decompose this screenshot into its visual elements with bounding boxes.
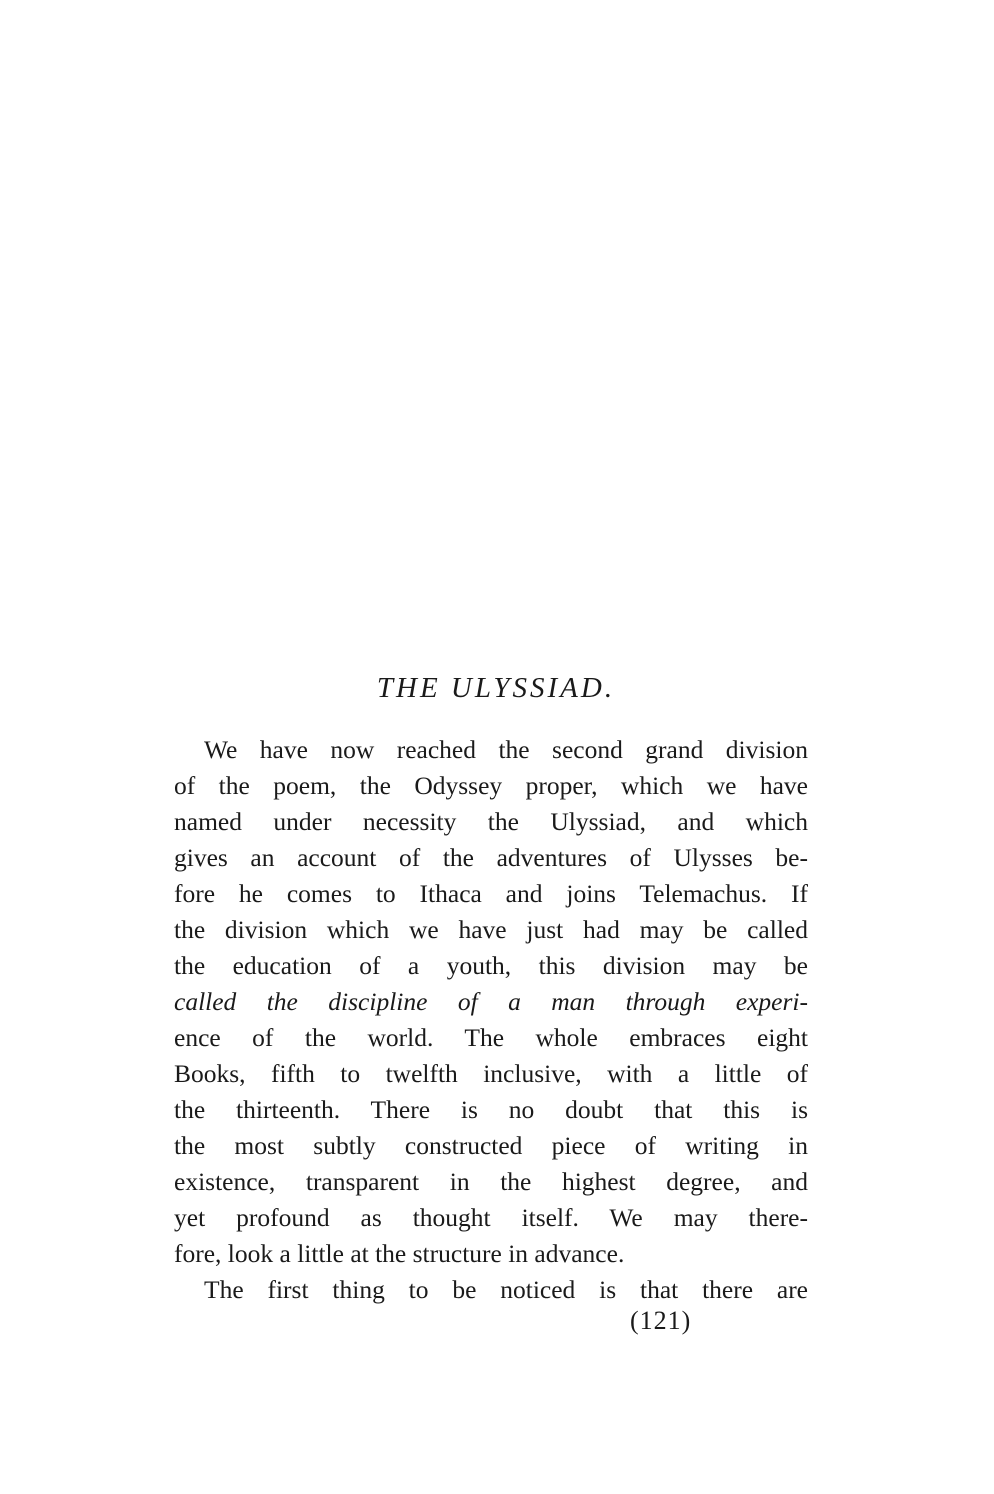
text-line-12: the most subtly constructed piece of writing in [174, 1131, 808, 1160]
chapter-heading-text: THE ULYSSIAD. [376, 672, 616, 704]
text-line-3: named under necessity the Ulyssiad, and which [174, 807, 808, 836]
page-number: (121) [630, 1306, 692, 1335]
text-line-8 [174, 984, 808, 1020]
text-line-5: fore he comes to Ithaca and joins Telemachus. If [174, 879, 808, 908]
text-line-7: the education of a youth, this division may be [174, 951, 808, 980]
text-line-6: the division which we have just had may be called [174, 915, 808, 944]
text-line-13: existence, transparent in the highest degree, and [174, 1167, 808, 1196]
text-line-1: We have now reached the second grand division [204, 735, 808, 764]
text-line-2: of the poem, the Odyssey proper, which we have [174, 771, 808, 800]
text-line-14: yet profound as thought itself. We may there- [174, 1203, 808, 1232]
text-line-11: the thirteenth. There is no doubt that this is [174, 1095, 808, 1124]
text-line-8-italic: called the discipline of a man through experi- [174, 987, 808, 1016]
text-line-9: ence of the world. The whole embraces eight [174, 1023, 808, 1052]
body-text [174, 732, 808, 1308]
text-line-10: Books, fifth to twelfth inclusive, with a little of [174, 1059, 808, 1088]
text-line-4: gives an account of the adventures of Ulysses be- [174, 843, 808, 872]
text-line-15: fore, look a little at the structure in advance. [174, 1239, 625, 1268]
text-line-16: The first thing to be noticed is that there are [204, 1275, 808, 1304]
chapter-heading [0, 672, 994, 705]
